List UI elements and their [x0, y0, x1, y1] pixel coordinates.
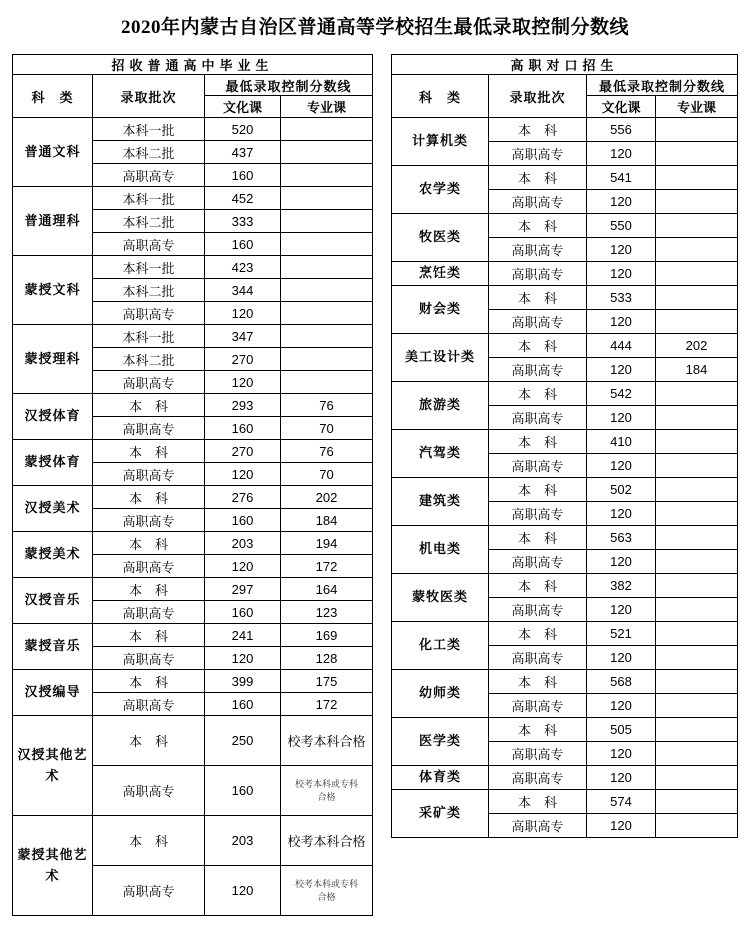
category-cell: 机电类 [391, 526, 488, 574]
category-cell: 汉授体育 [13, 394, 93, 440]
batch-cell: 高职高专 [93, 302, 205, 325]
major-score-cell [655, 454, 737, 478]
major-score-cell [281, 233, 373, 256]
category-cell: 烹饪类 [391, 262, 488, 286]
major-score-cell: 164 [281, 578, 373, 601]
table-row [13, 325, 373, 348]
major-score-cell [281, 210, 373, 233]
table-row [391, 334, 737, 358]
batch-cell: 高职高专 [93, 164, 205, 187]
culture-score-cell: 533 [586, 286, 655, 310]
major-score-cell: 76 [281, 440, 373, 463]
culture-score-cell: 276 [205, 486, 281, 509]
col-header-major: 专业课 [281, 96, 373, 118]
category-cell: 牧医类 [391, 214, 488, 262]
batch-cell: 本科一批 [93, 187, 205, 210]
category-cell: 医学类 [391, 718, 488, 766]
category-cell: 旅游类 [391, 382, 488, 430]
culture-score-cell: 541 [586, 166, 655, 190]
major-score-cell [655, 526, 737, 550]
batch-cell: 本 科 [488, 166, 586, 190]
culture-score-cell: 437 [205, 141, 281, 164]
table-row [391, 766, 737, 790]
batch-cell: 本 科 [488, 622, 586, 646]
major-score-cell [655, 286, 737, 310]
category-cell: 体育类 [391, 766, 488, 790]
culture-score-cell: 344 [205, 279, 281, 302]
culture-score-cell: 120 [586, 262, 655, 286]
batch-cell: 高职高专 [488, 262, 586, 286]
culture-score-cell: 521 [586, 622, 655, 646]
culture-score-cell: 120 [586, 598, 655, 622]
category-cell: 计算机类 [391, 118, 488, 166]
category-cell: 普通理科 [13, 187, 93, 256]
category-cell: 汉授美术 [13, 486, 93, 532]
table-row [13, 532, 373, 555]
table-row [13, 486, 373, 509]
category-cell: 财会类 [391, 286, 488, 334]
col-header-batch: 录取批次 [488, 75, 586, 118]
table-row [391, 574, 737, 598]
major-score-cell [655, 238, 737, 262]
batch-cell: 高职高专 [488, 142, 586, 166]
table-row [13, 670, 373, 693]
category-cell: 蒙授理科 [13, 325, 93, 394]
batch-cell: 本科一批 [93, 256, 205, 279]
category-cell: 蒙授体育 [13, 440, 93, 486]
category-cell: 建筑类 [391, 478, 488, 526]
major-score-cell [281, 325, 373, 348]
major-score-cell [655, 166, 737, 190]
major-score-cell [655, 574, 737, 598]
category-cell: 蒙授美术 [13, 532, 93, 578]
culture-score-cell: 203 [205, 532, 281, 555]
major-score-cell [281, 256, 373, 279]
major-score-cell: 184 [281, 509, 373, 532]
major-score-cell [281, 141, 373, 164]
major-score-cell [655, 694, 737, 718]
batch-cell: 本科一批 [93, 118, 205, 141]
table-row [391, 670, 737, 694]
major-score-cell [281, 164, 373, 187]
culture-score-cell: 410 [586, 430, 655, 454]
major-score-cell: 校考本科合格 [281, 716, 373, 766]
batch-cell: 高职高专 [488, 742, 586, 766]
batch-cell: 高职高专 [93, 766, 205, 816]
batch-cell: 高职高专 [488, 766, 586, 790]
major-score-cell [655, 598, 737, 622]
batch-cell: 本 科 [488, 214, 586, 238]
table-row [391, 166, 737, 190]
batch-cell: 高职高专 [93, 463, 205, 486]
batch-cell: 高职高专 [488, 190, 586, 214]
batch-cell: 本 科 [93, 816, 205, 866]
batch-cell: 高职高专 [488, 238, 586, 262]
batch-cell: 高职高专 [488, 406, 586, 430]
culture-score-cell: 574 [586, 790, 655, 814]
culture-score-cell: 120 [586, 190, 655, 214]
culture-score-cell: 270 [205, 348, 281, 371]
major-score-cell: 123 [281, 601, 373, 624]
col-header-score-group: 最低录取控制分数线 [205, 75, 373, 96]
major-score-cell: 校考本科或专科合格 [281, 766, 373, 816]
culture-score-cell: 502 [586, 478, 655, 502]
table-row [391, 790, 737, 814]
culture-score-cell: 160 [205, 417, 281, 440]
category-cell: 美工设计类 [391, 334, 488, 382]
left-table-body [13, 118, 373, 916]
culture-score-cell: 120 [586, 454, 655, 478]
culture-score-cell: 120 [586, 814, 655, 838]
col-header-culture: 文化课 [205, 96, 281, 118]
major-score-cell: 194 [281, 532, 373, 555]
col-header-culture: 文化课 [586, 96, 655, 118]
batch-cell: 高职高专 [488, 550, 586, 574]
major-score-cell [281, 302, 373, 325]
major-score-cell [281, 187, 373, 210]
table-row [391, 622, 737, 646]
batch-cell: 高职高专 [93, 601, 205, 624]
batch-cell: 高职高专 [93, 509, 205, 532]
batch-cell: 本科二批 [93, 141, 205, 164]
culture-score-cell: 444 [586, 334, 655, 358]
batch-cell: 本 科 [93, 440, 205, 463]
major-score-cell [655, 214, 737, 238]
batch-cell: 本 科 [93, 624, 205, 647]
right-table-header-row [391, 75, 737, 96]
culture-score-cell: 120 [586, 358, 655, 382]
page-title: 2020年内蒙古自治区普通高等学校招生最低录取控制分数线 [120, 17, 629, 38]
major-score-cell [655, 478, 737, 502]
right-table-body [391, 118, 737, 838]
category-cell: 蒙牧医类 [391, 574, 488, 622]
culture-score-cell: 120 [586, 742, 655, 766]
culture-score-cell: 160 [205, 164, 281, 187]
left-table-title-row [13, 55, 373, 75]
table-row [391, 214, 737, 238]
major-score-cell: 76 [281, 394, 373, 417]
batch-cell: 本 科 [488, 430, 586, 454]
batch-cell: 本 科 [93, 486, 205, 509]
culture-score-cell: 120 [205, 647, 281, 670]
culture-score-cell: 556 [586, 118, 655, 142]
major-score-cell [655, 718, 737, 742]
batch-cell: 高职高专 [93, 555, 205, 578]
batch-cell: 高职高专 [488, 814, 586, 838]
major-score-cell [281, 279, 373, 302]
major-score-cell [655, 310, 737, 334]
table-row [13, 716, 373, 766]
major-score-cell: 70 [281, 417, 373, 440]
batch-cell: 本 科 [488, 718, 586, 742]
culture-score-cell: 160 [205, 693, 281, 716]
category-cell: 汽驾类 [391, 430, 488, 478]
major-score-cell [281, 371, 373, 394]
col-header-category: 科 类 [391, 75, 488, 118]
culture-score-cell: 347 [205, 325, 281, 348]
table-row [13, 440, 373, 463]
batch-cell: 本科二批 [93, 210, 205, 233]
batch-cell: 本 科 [488, 334, 586, 358]
table-row [391, 526, 737, 550]
major-score-cell: 校考本科或专科合格 [281, 866, 373, 916]
batch-cell: 高职高专 [488, 598, 586, 622]
culture-score-cell: 120 [586, 646, 655, 670]
col-header-batch: 录取批次 [93, 75, 205, 118]
major-score-cell [281, 118, 373, 141]
major-score-cell: 184 [655, 358, 737, 382]
table-row [391, 430, 737, 454]
major-score-cell: 172 [281, 555, 373, 578]
culture-score-cell: 120 [586, 310, 655, 334]
table-row [13, 118, 373, 141]
table-row [391, 718, 737, 742]
batch-cell: 本科二批 [93, 279, 205, 302]
batch-cell: 本科二批 [93, 348, 205, 371]
batch-cell: 本 科 [488, 574, 586, 598]
major-score-cell: 169 [281, 624, 373, 647]
category-cell: 普通文科 [13, 118, 93, 187]
batch-cell: 高职高专 [488, 358, 586, 382]
culture-score-cell: 423 [205, 256, 281, 279]
culture-score-cell: 120 [205, 866, 281, 916]
culture-score-cell: 297 [205, 578, 281, 601]
major-score-cell [655, 790, 737, 814]
batch-cell: 高职高专 [93, 371, 205, 394]
culture-score-cell: 120 [586, 142, 655, 166]
col-header-category: 科 类 [13, 75, 93, 118]
category-cell: 化工类 [391, 622, 488, 670]
batch-cell: 本 科 [488, 526, 586, 550]
major-score-cell [655, 118, 737, 142]
tables-container [0, 54, 750, 916]
batch-cell: 高职高专 [93, 866, 205, 916]
batch-cell: 本 科 [93, 578, 205, 601]
culture-score-cell: 120 [586, 694, 655, 718]
major-score-cell: 校考本科合格 [281, 816, 373, 866]
major-score-cell: 175 [281, 670, 373, 693]
category-cell: 蒙授文科 [13, 256, 93, 325]
table-row [391, 382, 737, 406]
culture-score-cell: 120 [586, 766, 655, 790]
major-score-cell [655, 670, 737, 694]
culture-score-cell: 120 [205, 302, 281, 325]
batch-cell: 本 科 [93, 716, 205, 766]
left-table-title: 招收普通高中毕业生 [13, 55, 373, 75]
category-cell: 汉授音乐 [13, 578, 93, 624]
batch-cell: 高职高专 [488, 502, 586, 526]
table-row [13, 578, 373, 601]
left-table [12, 54, 373, 916]
major-score-cell [655, 502, 737, 526]
batch-cell: 高职高专 [93, 417, 205, 440]
culture-score-cell: 399 [205, 670, 281, 693]
right-table [391, 54, 738, 838]
table-row [13, 394, 373, 417]
batch-cell: 本 科 [488, 790, 586, 814]
major-score-cell [655, 382, 737, 406]
major-score-cell [655, 550, 737, 574]
culture-score-cell: 542 [586, 382, 655, 406]
major-score-cell [655, 814, 737, 838]
batch-cell: 高职高专 [488, 454, 586, 478]
major-score-cell [655, 190, 737, 214]
major-score-cell: 128 [281, 647, 373, 670]
batch-cell: 本 科 [488, 382, 586, 406]
table-row [13, 624, 373, 647]
major-score-cell [655, 766, 737, 790]
culture-score-cell: 120 [586, 550, 655, 574]
col-header-score-group: 最低录取控制分数线 [586, 75, 737, 96]
major-score-cell [655, 262, 737, 286]
culture-score-cell: 120 [586, 406, 655, 430]
major-score-cell [655, 430, 737, 454]
culture-score-cell: 520 [205, 118, 281, 141]
major-score-cell [655, 742, 737, 766]
left-table-header-row [13, 75, 373, 96]
batch-cell: 高职高专 [93, 693, 205, 716]
culture-score-cell: 120 [586, 238, 655, 262]
category-cell: 蒙授其他艺术 [13, 816, 93, 916]
batch-cell: 本 科 [93, 532, 205, 555]
batch-cell: 本 科 [488, 118, 586, 142]
culture-score-cell: 563 [586, 526, 655, 550]
category-cell: 汉授其他艺术 [13, 716, 93, 816]
culture-score-cell: 452 [205, 187, 281, 210]
right-table-title-row [391, 55, 737, 75]
major-score-cell: 202 [655, 334, 737, 358]
table-row [391, 478, 737, 502]
category-cell: 幼师类 [391, 670, 488, 718]
batch-cell: 本科一批 [93, 325, 205, 348]
batch-cell: 本 科 [93, 670, 205, 693]
category-cell: 蒙授音乐 [13, 624, 93, 670]
culture-score-cell: 160 [205, 509, 281, 532]
major-score-cell: 172 [281, 693, 373, 716]
right-table-title: 高职对口招生 [391, 55, 737, 75]
batch-cell: 高职高专 [93, 647, 205, 670]
category-cell: 农学类 [391, 166, 488, 214]
culture-score-cell: 333 [205, 210, 281, 233]
culture-score-cell: 241 [205, 624, 281, 647]
major-score-cell [655, 622, 737, 646]
major-score-cell [655, 142, 737, 166]
table-row [391, 118, 737, 142]
culture-score-cell: 550 [586, 214, 655, 238]
batch-cell: 本 科 [488, 478, 586, 502]
category-cell: 采矿类 [391, 790, 488, 838]
table-row [13, 816, 373, 866]
culture-score-cell: 568 [586, 670, 655, 694]
culture-score-cell: 250 [205, 716, 281, 766]
culture-score-cell: 382 [586, 574, 655, 598]
category-cell: 汉授编导 [13, 670, 93, 716]
table-row [13, 256, 373, 279]
culture-score-cell: 120 [205, 555, 281, 578]
culture-score-cell: 120 [205, 371, 281, 394]
batch-cell: 高职高专 [488, 694, 586, 718]
table-row [391, 262, 737, 286]
culture-score-cell: 505 [586, 718, 655, 742]
major-score-cell: 70 [281, 463, 373, 486]
batch-cell: 本 科 [488, 670, 586, 694]
batch-cell: 本 科 [488, 286, 586, 310]
batch-cell: 高职高专 [488, 310, 586, 334]
major-score-cell [281, 348, 373, 371]
culture-score-cell: 120 [205, 463, 281, 486]
table-row [391, 286, 737, 310]
culture-score-cell: 293 [205, 394, 281, 417]
batch-cell: 本 科 [93, 394, 205, 417]
culture-score-cell: 160 [205, 601, 281, 624]
culture-score-cell: 120 [586, 502, 655, 526]
culture-score-cell: 160 [205, 233, 281, 256]
culture-score-cell: 160 [205, 766, 281, 816]
batch-cell: 高职高专 [93, 233, 205, 256]
major-score-cell [655, 646, 737, 670]
culture-score-cell: 270 [205, 440, 281, 463]
major-score-cell [655, 406, 737, 430]
col-header-major: 专业课 [655, 96, 737, 118]
major-score-cell: 202 [281, 486, 373, 509]
batch-cell: 高职高专 [488, 646, 586, 670]
table-row [13, 187, 373, 210]
culture-score-cell: 203 [205, 816, 281, 866]
